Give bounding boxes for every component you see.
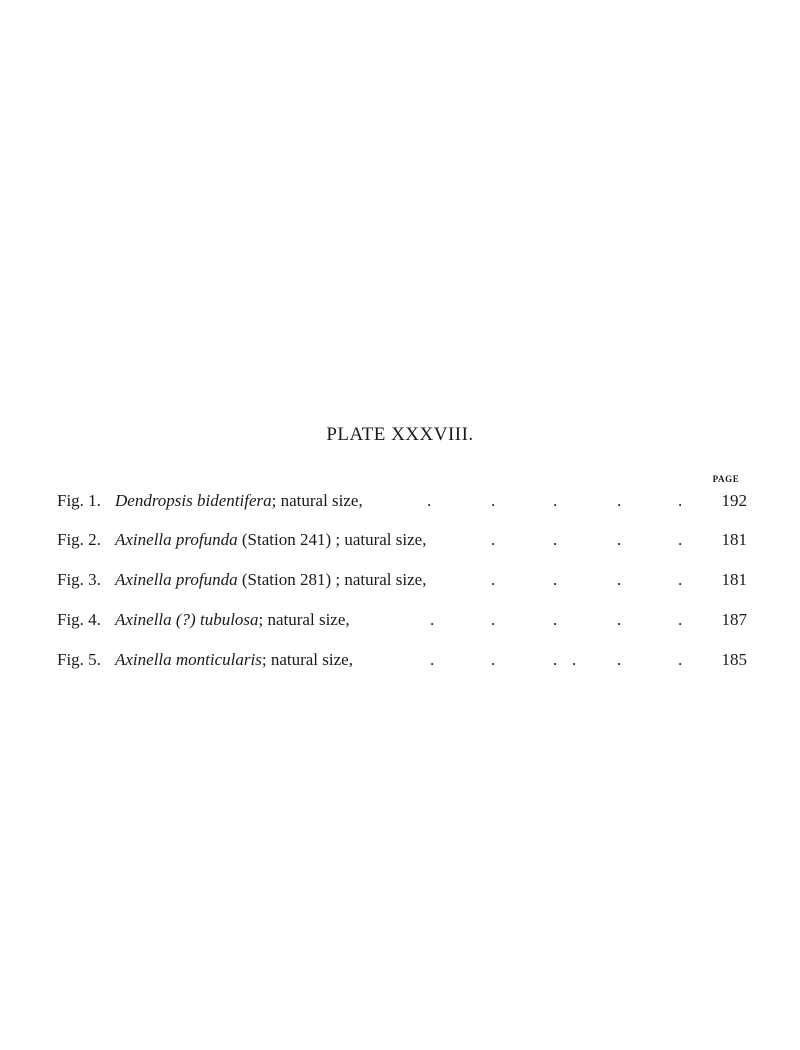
page-number: 187 — [721, 610, 747, 629]
figure-entry-5 — [57, 650, 757, 674]
species-name: Axinella monticularis — [115, 650, 262, 669]
leader-dot: . — [678, 610, 683, 629]
leader-dot: . — [572, 650, 577, 669]
description-text: ; natural size, — [261, 650, 353, 669]
leader-dot: . — [617, 570, 622, 589]
figure-description — [115, 570, 426, 590]
figure-entry-1 — [57, 491, 757, 515]
leader-dot: . — [617, 530, 622, 549]
leader-dot: . — [678, 530, 683, 549]
page-number: 181 — [721, 570, 747, 589]
page-number: 192 — [721, 491, 747, 510]
leader-dot: . — [427, 491, 432, 510]
leader-dot: . — [491, 570, 496, 589]
leader-dot: . — [553, 491, 558, 510]
species-name: Axinella (?) tubulosa — [115, 610, 259, 629]
leader-dot: . — [430, 610, 435, 629]
leader-dot: . — [491, 650, 496, 669]
leader-dot: . — [553, 650, 558, 669]
figure-label: Fig. 5. — [57, 650, 101, 669]
figure-entry-3 — [57, 570, 757, 594]
leader-dot: . — [491, 491, 496, 510]
page-column-header: PAGE — [712, 474, 740, 484]
description-text: ; natural size, — [258, 610, 350, 629]
leader-dot: . — [553, 530, 558, 549]
figure-description — [115, 610, 350, 630]
figure-entry-2 — [57, 530, 757, 554]
figure-label: Fig. 1. — [57, 491, 101, 510]
leader-dot: . — [553, 570, 558, 589]
species-name: Axinella profunda — [115, 530, 238, 549]
leader-dot: . — [553, 610, 558, 629]
description-text: (Station 281) ; natural size, — [237, 570, 427, 589]
leader-dot: . — [678, 570, 683, 589]
leader-dot: . — [617, 610, 622, 629]
figure-description — [115, 650, 353, 670]
leader-dot: . — [617, 491, 622, 510]
figure-description — [115, 530, 426, 550]
species-name: Dendropsis bidentifera — [115, 491, 272, 510]
leader-dot: . — [678, 491, 683, 510]
leader-dot: . — [678, 650, 683, 669]
figure-label: Fig. 4. — [57, 610, 101, 629]
leader-dot: . — [430, 650, 435, 669]
leader-dot: . — [617, 650, 622, 669]
description-text: (Station 241) ; uatural size, — [237, 530, 427, 549]
page-number: 185 — [721, 650, 747, 669]
species-name: Axinella profunda — [115, 570, 238, 589]
description-text: ; natural size, — [271, 491, 363, 510]
page-number: 181 — [721, 530, 747, 549]
leader-dot: . — [491, 530, 496, 549]
leader-dot: . — [491, 610, 496, 629]
figure-description — [115, 491, 363, 511]
figure-label: Fig. 3. — [57, 570, 101, 589]
figure-label: Fig. 2. — [57, 530, 101, 549]
plate-title: PLATE XXXVIII. — [326, 424, 474, 445]
figure-entry-4 — [57, 610, 757, 634]
